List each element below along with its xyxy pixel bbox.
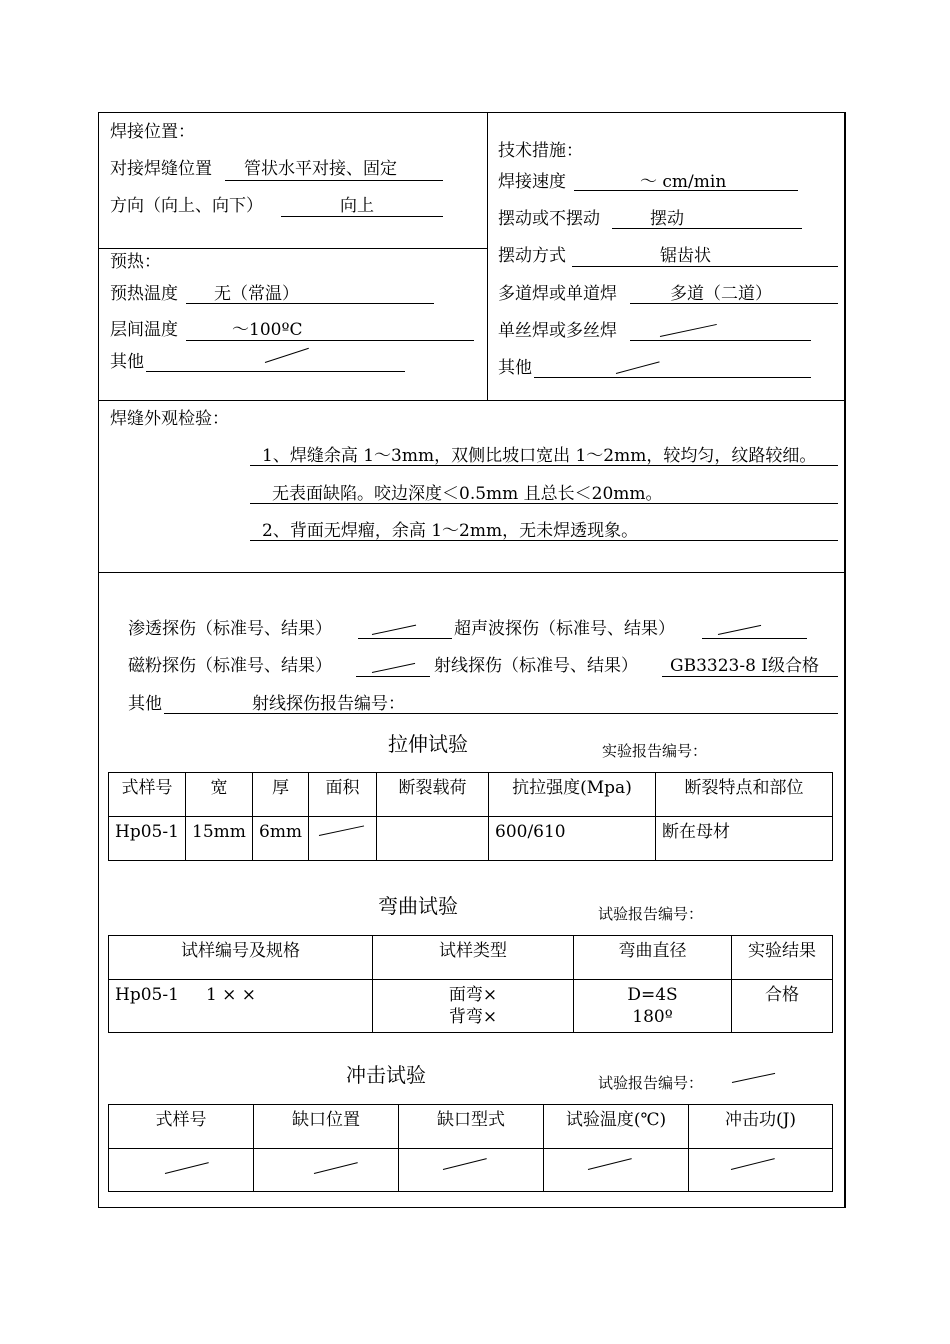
pass-label: 多道焊或单道焊: [498, 284, 617, 304]
table-header: 试样类型: [373, 936, 574, 980]
table-header: 抗拉强度(Mpa): [489, 773, 656, 817]
direction-value: 向上: [340, 196, 374, 216]
visual-inspection-heading: 焊缝外观检验：: [110, 409, 229, 429]
table-header: 缺口位置: [254, 1105, 399, 1149]
specimen-id: Hp05-1: [115, 985, 179, 1005]
table-header: 宽: [186, 773, 253, 817]
table-cell: [254, 1149, 399, 1192]
not-applicable-mark: [165, 1162, 209, 1174]
table-header: 断裂特点和部位: [656, 773, 833, 817]
table-header: 试样编号及规格: [109, 936, 373, 980]
impact-table: [108, 1104, 833, 1192]
weave-label: 摆动或不摆动: [498, 209, 600, 229]
visual-line-1: 1、焊缝余高 1～3mm，双侧比坡口宽出 1～2mm，较均匀，纹路较细。: [262, 446, 817, 466]
impact-report-label: 试验报告编号：: [598, 1074, 704, 1092]
table-cell: [109, 1149, 254, 1192]
tensile-report-label: 实验报告编号：: [602, 742, 708, 760]
underline: [186, 340, 474, 341]
ndt-other-value: 射线探伤报告编号：: [252, 694, 405, 714]
table-cell: 15mm: [186, 817, 253, 861]
visual-line-3: 2、背面无焊瘤，余高 1～2mm，无未焊透现象。: [262, 521, 639, 541]
weave-method-label: 摆动方式: [498, 246, 566, 266]
underline: [250, 540, 838, 541]
table-cell: Hp05-1: [109, 817, 186, 861]
technique-other-label: 其他: [498, 358, 532, 378]
table-header: 式样号: [109, 1105, 254, 1149]
underline: [534, 377, 811, 378]
preheat-heading: 预热：: [110, 252, 161, 272]
weave-method-value: 锯齿状: [660, 246, 711, 266]
technique-heading: 技术措施：: [498, 141, 583, 161]
underline: [702, 638, 807, 639]
divider: [487, 112, 488, 400]
underline: [225, 180, 443, 181]
tensile-table: [108, 772, 833, 861]
bend-title: 弯曲试验: [378, 894, 458, 918]
table-header: 试验温度(℃): [544, 1105, 689, 1149]
table-header: 缺口型式: [399, 1105, 544, 1149]
preheat-other-label: 其他: [110, 352, 144, 372]
underline: [250, 465, 838, 466]
ultrasonic-label: 超声波探伤（标准号、结果）: [454, 619, 675, 639]
weave-value: 摆动: [650, 209, 684, 229]
table-header: 弯曲直径: [574, 936, 732, 980]
table-cell: [574, 980, 732, 1033]
speed-label: 焊接速度: [498, 172, 566, 192]
impact-title: 冲击试验: [346, 1063, 426, 1087]
weld-position-heading: 焊接位置：: [110, 122, 195, 142]
table-header: 实验结果: [732, 936, 833, 980]
table-cell: [544, 1149, 689, 1192]
underline: [630, 340, 811, 341]
underline: [356, 676, 430, 677]
wire-label: 单丝焊或多丝焊: [498, 321, 617, 341]
divider: [98, 248, 487, 249]
table-header: 冲击功(J): [689, 1105, 833, 1149]
table-header: 厚: [253, 773, 309, 817]
specimen-spec: 1 × ×: [205, 985, 257, 1005]
table-cell: 600/610: [489, 817, 656, 861]
divider: [98, 572, 846, 573]
underline: [630, 303, 838, 304]
underline: [574, 190, 798, 191]
joint-label: 对接焊缝位置: [110, 159, 212, 179]
underline: [186, 303, 434, 304]
interpass-label: 层间温度: [110, 320, 178, 340]
table-cell: 断在母材: [656, 817, 833, 861]
preheat-temp-value: 无（常温）: [214, 284, 299, 304]
underline: [662, 676, 838, 677]
not-applicable-mark: [314, 1162, 358, 1174]
radiographic-value: GB3323-8 Ⅰ级合格: [670, 656, 820, 676]
bend-angle: 180º: [632, 1007, 673, 1027]
ndt-other-label: 其他: [128, 694, 162, 714]
speed-value: ～ cm/min: [640, 172, 727, 192]
direction-label: 方向（向上、向下）: [110, 196, 263, 216]
underline: [146, 371, 405, 372]
table-cell: [689, 1149, 833, 1192]
bend-diameter: D=4S: [627, 985, 678, 1005]
not-applicable-mark: [443, 1158, 487, 1170]
tensile-title: 拉伸试验: [388, 732, 468, 756]
magnetic-label: 磁粉探伤（标准号、结果）: [128, 656, 332, 676]
bend-report-label: 试验报告编号：: [598, 905, 704, 923]
underline: [358, 638, 452, 639]
underline: [281, 216, 443, 217]
underline: [612, 228, 802, 229]
not-applicable-mark: [588, 1158, 632, 1170]
bend-type-face: 面弯×: [448, 985, 498, 1005]
table-cell: 合格: [732, 980, 833, 1033]
bend-type-root: 背弯×: [448, 1007, 498, 1027]
divider: [98, 400, 846, 401]
underline: [164, 713, 838, 714]
joint-value: 管状水平对接、固定: [244, 159, 397, 179]
interpass-value: ～100ºC: [232, 320, 303, 340]
not-applicable-mark: [731, 1158, 775, 1170]
table-cell: [373, 980, 574, 1033]
underline: [250, 503, 838, 504]
not-applicable-mark: [319, 825, 364, 836]
table-cell: [309, 817, 377, 861]
underline: [572, 266, 838, 267]
table-cell: 6mm: [253, 817, 309, 861]
penetrant-label: 渗透探伤（标准号、结果）: [128, 619, 332, 639]
bend-table: [108, 935, 833, 1033]
visual-line-2: 无表面缺陷。咬边深度＜0.5mm 且总长＜20mm。: [272, 484, 663, 504]
table-cell: [109, 980, 373, 1033]
table-header: 断裂载荷: [377, 773, 489, 817]
pass-value: 多道（二道）: [670, 284, 772, 304]
table-cell: [377, 817, 489, 861]
preheat-temp-label: 预热温度: [110, 284, 178, 304]
table-header: 式样号: [109, 773, 186, 817]
radiographic-label: 射线探伤（标准号、结果）: [434, 656, 638, 676]
table-header: 面积: [309, 773, 377, 817]
table-cell: [399, 1149, 544, 1192]
